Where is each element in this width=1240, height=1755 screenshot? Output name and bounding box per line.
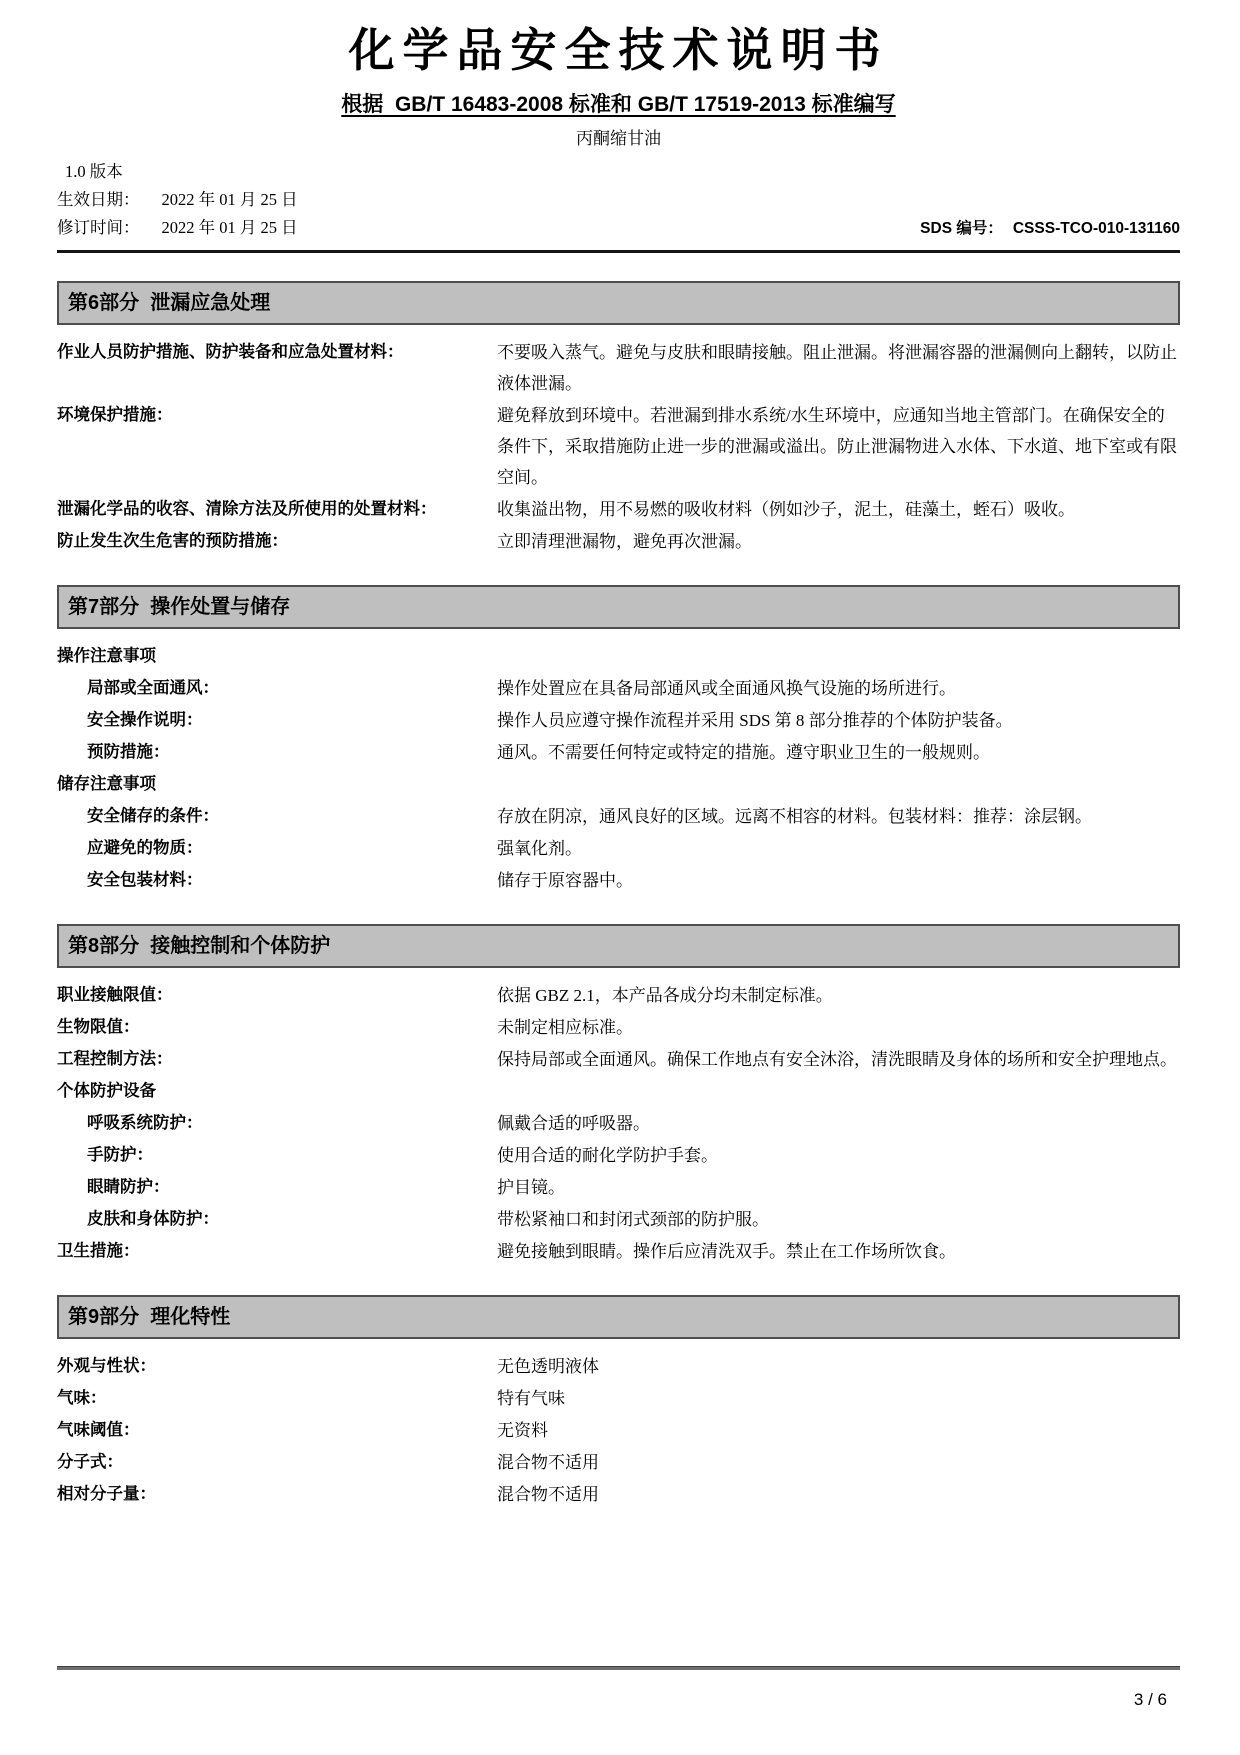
field-label: 分子式： <box>57 1452 123 1471</box>
field-value: 储存于原容器中。 <box>497 870 633 890</box>
field-label: 手防护： <box>87 1145 153 1164</box>
section-header-bar: 第7部分 操作处置与储存 <box>57 585 1180 629</box>
field-row <box>57 494 1180 525</box>
field-label: 环境保护措施： <box>57 405 173 424</box>
field-label: 应避免的物质： <box>87 838 203 857</box>
effective-date-value: 2022 年 01 月 25 日 <box>161 189 298 209</box>
field-row <box>57 1172 1180 1203</box>
field-row <box>57 1140 1180 1171</box>
product-name: 丙酮缩甘油 <box>576 128 661 148</box>
field-row <box>57 526 1180 557</box>
field-label: 个体防护设备 <box>57 1081 156 1100</box>
field-row <box>57 1108 1180 1139</box>
field-row <box>57 1204 1180 1235</box>
field-value: 混合物不适用 <box>497 1484 599 1504</box>
field-label: 皮肤和身体防护： <box>87 1209 219 1228</box>
field-label: 气味： <box>57 1388 107 1407</box>
revision-date-label: 修订时间： <box>57 217 140 237</box>
field-value: 立即清理泄漏物，避免再次泄漏。 <box>497 531 752 551</box>
section-rows <box>57 980 1180 1267</box>
field-value: 护目镜。 <box>497 1177 565 1197</box>
field-label: 防止发生次生危害的预防措施： <box>57 531 288 550</box>
field-value: 混合物不适用 <box>497 1452 599 1472</box>
footer-divider <box>57 1666 1180 1670</box>
field-label: 工程控制方法： <box>57 1049 173 1068</box>
sds-number-label: SDS 编号： <box>920 219 1003 237</box>
revision-date-row <box>57 214 1180 243</box>
field-value: 无资料 <box>497 1420 548 1440</box>
sds-section <box>57 281 1180 557</box>
field-row <box>57 737 1180 768</box>
sections-container <box>57 281 1180 1510</box>
field-value: 使用合适的耐化学防护手套。 <box>497 1145 718 1165</box>
section-header-bar: 第6部分 泄漏应急处理 <box>57 281 1180 325</box>
document-subtitle: 根据 GB/T 16483-2008 标准和 GB/T 17519-2013 标准编写 <box>341 92 896 116</box>
field-row <box>57 833 1180 864</box>
section-rows <box>57 1351 1180 1510</box>
field-row <box>57 1447 1180 1478</box>
field-row <box>57 865 1180 896</box>
field-label: 卫生措施： <box>57 1241 140 1260</box>
field-label: 呼吸系统防护： <box>87 1113 203 1132</box>
field-value: 避免接触到眼睛。操作后应清洗双手。禁止在工作场所饮食。 <box>497 1241 956 1261</box>
field-label: 职业接触限值： <box>57 985 173 1004</box>
sds-number-value: CSSS-TCO-010-131160 <box>1012 219 1180 237</box>
effective-date-label: 生效日期： <box>57 189 140 209</box>
field-row <box>57 980 1180 1011</box>
version-text: 1.0 版本 <box>65 161 123 181</box>
field-row <box>57 1044 1180 1075</box>
sds-section <box>57 585 1180 896</box>
field-value: 操作处置应在具备局部通风或全面通风换气设施的场所进行。 <box>497 678 956 698</box>
field-label: 生物限值： <box>57 1017 140 1036</box>
field-row <box>57 1236 1180 1267</box>
field-row <box>57 337 1180 399</box>
section-rows <box>57 337 1180 557</box>
field-label: 操作注意事项 <box>57 646 156 665</box>
field-label: 预防措施： <box>87 742 170 761</box>
field-value: 强氧化剂。 <box>497 838 582 858</box>
field-value: 保持局部或全面通风。确保工作地点有安全沐浴，清洗眼睛及身体的场所和安全护理地点。 <box>497 1049 1177 1069</box>
field-row <box>57 1383 1180 1414</box>
field-value: 依据 GBZ 2.1，本产品各成分均未制定标准。 <box>497 985 833 1005</box>
header-divider <box>57 250 1180 253</box>
section-rows <box>57 641 1180 896</box>
field-label: 局部或全面通风： <box>87 678 219 697</box>
field-value: 无色透明液体 <box>497 1356 599 1376</box>
field-value: 收集溢出物，用不易燃的吸收材料（例如沙子，泥土，硅藻土，蛭石）吸收。 <box>497 499 1075 519</box>
field-label: 安全储存的条件： <box>87 806 219 825</box>
field-row <box>57 1012 1180 1043</box>
sds-section <box>57 1295 1180 1510</box>
field-label: 气味阈值： <box>57 1420 140 1439</box>
document-title: 化学品安全技术说明书 <box>348 25 889 76</box>
field-value: 通风。不需要任何特定或特定的措施。遵守职业卫生的一般规则。 <box>497 742 990 762</box>
field-row <box>57 705 1180 736</box>
field-label: 安全操作说明： <box>87 710 203 729</box>
document-meta <box>57 158 1180 243</box>
section-header-bar: 第9部分 理化特性 <box>57 1295 1180 1339</box>
field-row <box>57 1076 1180 1107</box>
revision-date-value: 2022 年 01 月 25 日 <box>161 217 298 237</box>
field-label: 安全包装材料： <box>87 870 203 889</box>
field-label: 泄漏化学品的收容、清除方法及所使用的处置材料： <box>57 499 437 518</box>
field-label: 眼睛防护： <box>87 1177 170 1196</box>
field-row <box>57 400 1180 493</box>
field-value: 带松紧袖口和封闭式颈部的防护服。 <box>497 1209 769 1229</box>
field-row <box>57 641 1180 672</box>
effective-date-row <box>57 186 1180 214</box>
field-row <box>57 1351 1180 1382</box>
section-header-bar: 第8部分 接触控制和个体防护 <box>57 924 1180 968</box>
field-row <box>57 1479 1180 1510</box>
field-value: 避免释放到环境中。若泄漏到排水系统/水生环境中，应通知当地主管部门。在确保安全的条件下，采取措施防止进一步的泄漏或溢出。防止泄漏物进入水体、下水道、地下室或有限空间。 <box>497 405 1177 487</box>
page-number: 3 / 6 <box>1133 1690 1167 1709</box>
field-row <box>57 673 1180 704</box>
field-row <box>57 1415 1180 1446</box>
field-label: 外观与性状： <box>57 1356 156 1375</box>
field-value: 佩戴合适的呼吸器。 <box>497 1113 650 1133</box>
field-value: 不要吸入蒸气。避免与皮肤和眼睛接触。阻止泄漏。将泄漏容器的泄漏侧向上翻转，以防止液体泄漏。 <box>497 342 1177 393</box>
field-row <box>57 801 1180 832</box>
sds-section <box>57 924 1180 1267</box>
field-label: 储存注意事项 <box>57 774 156 793</box>
field-value: 操作人员应遵守操作流程并采用 SDS 第 8 部分推荐的个体防护装备。 <box>497 710 1013 730</box>
field-label: 相对分子量： <box>57 1484 156 1503</box>
field-label: 作业人员防护措施、防护装备和应急处置材料： <box>57 342 404 361</box>
field-value: 未制定相应标准。 <box>497 1017 633 1037</box>
field-value: 存放在阴凉，通风良好的区域。远离不相容的材料。包装材料：推荐：涂层钢。 <box>497 806 1092 826</box>
field-row <box>57 769 1180 800</box>
field-value: 特有气味 <box>497 1388 565 1408</box>
